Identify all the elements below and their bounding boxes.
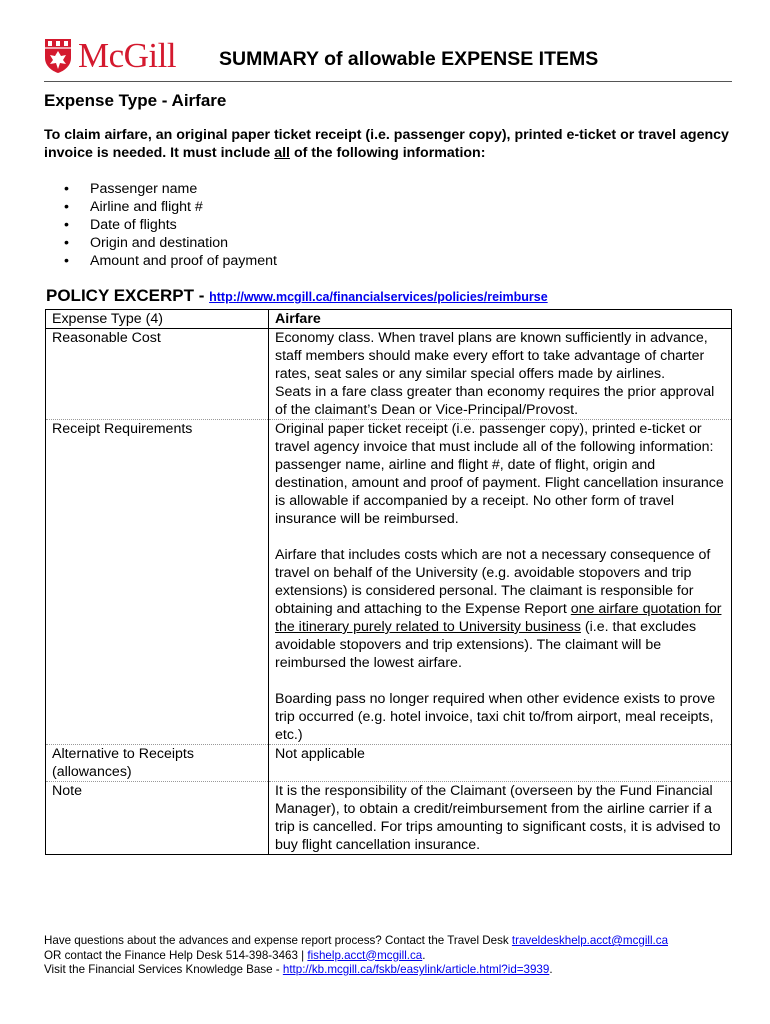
receipt-p2-underlined: one airfare quotation for the itinerary purely related to University business [275, 601, 722, 635]
knowledge-base-link[interactable]: http://kb.mcgill.ca/fskb/easylink/article.html?id=3939 [282, 963, 550, 976]
reasonable-cost-value [269, 329, 732, 420]
mcgill-logo [44, 38, 176, 74]
policy-table [45, 309, 732, 855]
receipt-requirements-label: Receipt Requirements [46, 420, 269, 745]
footer-line-3: Visit the Financial Services Knowledge Base - http://kb.mcgill.ca/fskb/easylink/article.html?id=3939. [44, 963, 553, 976]
footer [44, 934, 734, 978]
note-value: It is the responsibility of the Claimant (overseen by the Fund Financial Manager), to obtain a credit/reimbursement from the airline carrier if a trip is cancelled. For trips amounting to significant costs, it is advised to buy flight cancellation insurance. [269, 782, 732, 855]
intro-part2: of the following information: [290, 145, 486, 161]
footer-line-2: OR contact the Finance Help Desk 514-398-3463 | fishelp.acct@mcgill.ca. [44, 948, 426, 962]
list-item: • Passenger name [44, 180, 277, 198]
finance-help-email-link[interactable]: fishelp.acct@mcgill.ca [307, 948, 423, 962]
policy-label: POLICY EXCERPT - [46, 286, 210, 305]
travel-desk-email-link[interactable]: traveldeskhelp.acct@mcgill.ca [511, 934, 669, 947]
list-item: • Airline and flight # [44, 198, 277, 216]
header-expense-type: Expense Type (4) [46, 310, 269, 329]
intro-part1: To claim airfare, an original paper ticket receipt (i.e. passenger copy), printed e-ticket or travel agency invoice is needed. It must include [44, 127, 729, 161]
table-row [46, 745, 732, 782]
requirements-list [44, 180, 277, 270]
intro-underlined: all [274, 145, 290, 161]
section-title: Expense Type - Airfare [44, 91, 227, 110]
logo-wordmark: McGill [78, 36, 177, 75]
header-airfare: Airfare [269, 310, 732, 329]
intro-paragraph [44, 126, 734, 162]
footer-line-1: Have questions about the advances and expense report process? Contact the Travel Desk traveldeskhelp.acct@mcgill.ca [44, 934, 669, 947]
table-header-row [46, 310, 732, 329]
alternative-value: Not applicable [269, 745, 732, 782]
receipt-p2b: (i.e. that excludes avoidable stopovers and trip extensions). The claimant will be reimbursed the lowest airfare. [275, 619, 697, 671]
receipt-requirements-value [269, 420, 732, 745]
table-row [46, 782, 732, 855]
policy-excerpt-heading [46, 286, 548, 306]
receipt-p2a: Airfare that includes costs which are not a necessary consequence of travel on behalf of the University (e.g. avoidable stopovers and trip extensions) is considered personal. The claimant is responsible for obtaining and attaching to the Expense Report [275, 547, 711, 617]
policy-link[interactable]: http://www.mcgill.ca/financialservices/policies/reimburse [209, 290, 548, 304]
list-item: • Origin and destination [44, 234, 277, 252]
page-header [44, 36, 732, 78]
list-item: • Date of flights [44, 216, 277, 234]
alternative-label: Alternative to Receipts (allowances) [46, 745, 269, 782]
reasonable-cost-p1: Economy class. When travel plans are known sufficiently in advance, staff members should make every effort to take advantage of charter rates, seat sales or any similar special offers made by airlines. [275, 330, 708, 382]
note-label: Note [46, 782, 269, 855]
table-row [46, 329, 732, 420]
receipt-p1: Original paper ticket receipt (i.e. passenger copy), printed e-ticket or travel agency invoice that must include all of the following information: passenger name, airline and flight #, date of flight, origin and destination, amount and proof of payment. Flight cancellation insurance is allowable if accompanied by a receipt. No other form of travel insurance will be reimbursed. [275, 421, 724, 527]
reasonable-cost-p2: Seats in a fare class greater than economy requires the prior approval of the claimant’s Dean or Vice-Principal/Provost. [275, 384, 715, 418]
mcgill-crest-icon [44, 38, 72, 74]
receipt-p2 [275, 546, 727, 672]
table-row [46, 420, 732, 745]
document-title: SUMMARY of allowable EXPENSE ITEMS [219, 48, 599, 70]
header-divider [44, 81, 732, 82]
receipt-p3: Boarding pass no longer required when other evidence exists to prove trip occurred (e.g. hotel invoice, taxi chit to/from airport, meal receipts, etc.) [275, 691, 716, 743]
reasonable-cost-label: Reasonable Cost [46, 329, 269, 420]
list-item: • Amount and proof of payment [44, 252, 277, 270]
